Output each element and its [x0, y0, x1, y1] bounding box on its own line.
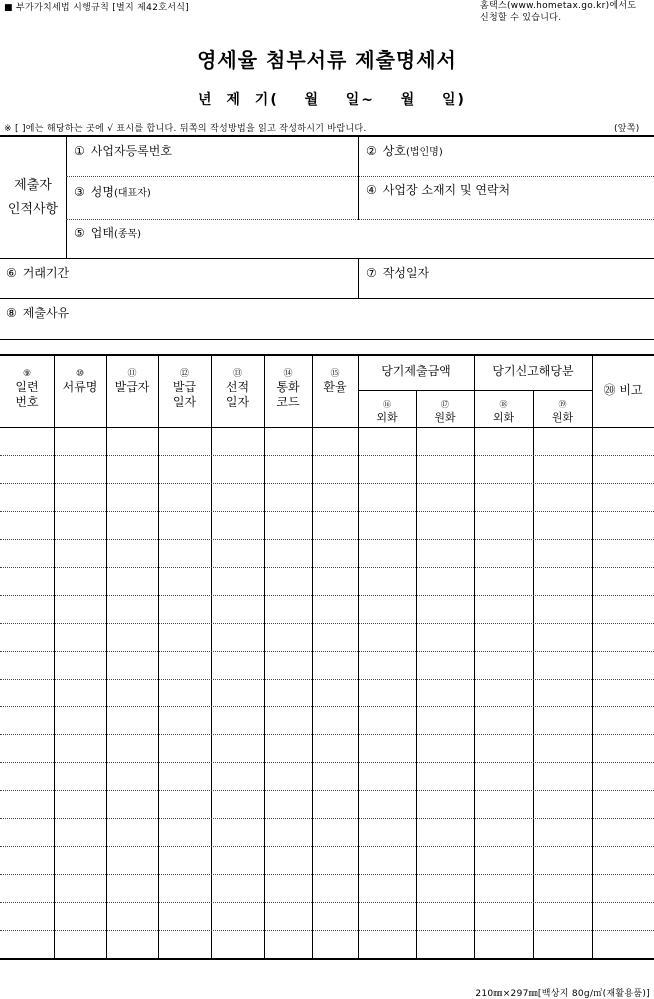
col-number: ⑳ — [603, 383, 616, 397]
submitter-section-label — [0, 174, 66, 222]
table-subcolumn-line — [533, 391, 534, 958]
table-column-line — [106, 356, 107, 958]
table-row[interactable] — [0, 679, 654, 680]
col-label-line1: 발급 — [172, 380, 197, 394]
col-number: ⑪ — [127, 369, 137, 379]
business-name-field[interactable] — [366, 142, 443, 159]
table-row[interactable] — [0, 623, 654, 624]
section-top-border — [0, 135, 654, 137]
field-label: 작성일자 — [382, 266, 430, 280]
field-number: ⑦ — [366, 266, 377, 280]
col-label-line1: 환율 — [323, 380, 347, 394]
business-type-field[interactable] — [74, 224, 141, 241]
table-subcolumn-line — [416, 391, 417, 958]
table-row[interactable] — [0, 567, 654, 568]
col-label-line2: 일자 — [225, 395, 250, 409]
col-krw-declared — [533, 398, 592, 424]
period-bottom-border — [0, 298, 654, 299]
table-row[interactable] — [0, 455, 654, 456]
col-currency-code — [264, 368, 312, 410]
col-issuer — [106, 368, 158, 395]
representative-name-field[interactable] — [74, 183, 151, 200]
col-number: ⑨ — [22, 369, 32, 379]
table-row[interactable] — [0, 734, 654, 735]
table-row[interactable] — [0, 651, 654, 652]
group-current-declared-portion — [474, 364, 592, 379]
table-column-line — [264, 356, 265, 958]
table-row[interactable] — [0, 818, 654, 819]
table-column-line — [54, 356, 55, 958]
field-sublabel: (대표자) — [113, 188, 151, 199]
table-row[interactable] — [0, 846, 654, 847]
form-title: 영세율 첨부서류 제출명세서 — [197, 48, 457, 72]
col-issue-date — [158, 368, 211, 410]
col-label-line2: 번호 — [15, 395, 39, 409]
col-label-line1: 일련 — [15, 380, 39, 394]
table-row[interactable] — [0, 595, 654, 596]
period-date-divider — [358, 259, 359, 298]
table-row[interactable] — [0, 539, 654, 540]
table-header-bottom — [0, 427, 654, 428]
col-remarks — [592, 383, 654, 398]
group-current-submitted-amount — [358, 364, 474, 379]
submitter-row-divider — [66, 219, 654, 220]
transaction-period-field[interactable] — [6, 264, 69, 281]
group-header-divider — [358, 390, 592, 391]
col-number: ⑮ — [330, 369, 340, 379]
col-shipment-date — [211, 368, 264, 410]
field-number: ① — [74, 144, 85, 158]
col-exchange-rate — [312, 368, 358, 395]
field-number: ③ — [74, 185, 85, 199]
table-row[interactable] — [0, 706, 654, 707]
col-number: ⑬ — [232, 369, 242, 379]
col-label-line1: 선적 — [225, 380, 250, 394]
col-label-line1: 원화 — [434, 411, 456, 424]
col-label-line1: 외화 — [492, 411, 515, 424]
section-label-line1: 제출자 — [14, 178, 52, 193]
hometax-note — [480, 0, 636, 24]
col-number: ⑩ — [75, 369, 85, 379]
col-label-line1: 비고 — [619, 383, 643, 397]
col-label-line2: 코드 — [276, 395, 300, 409]
reason-bottom-border — [0, 339, 654, 340]
table-column-line — [312, 356, 313, 958]
col-label-line1: 서류명 — [62, 380, 98, 394]
hometax-note-line2: 신청할 수 있습니다. — [480, 13, 562, 23]
col-label-line2: 일자 — [172, 395, 197, 409]
table-row[interactable] — [0, 762, 654, 763]
reporting-period: 년 제 기( 월 일~ 월 일) — [198, 92, 466, 108]
col-number: ⑫ — [179, 369, 189, 379]
col-number: ⑱ — [499, 400, 508, 409]
field-number: ④ — [366, 183, 377, 197]
table-top-border — [0, 354, 654, 356]
col-label-line1: 원화 — [551, 411, 574, 424]
col-number: ⑲ — [558, 400, 567, 409]
field-label: 상호 — [382, 144, 406, 158]
business-address-contact-field[interactable] — [366, 181, 510, 198]
field-sublabel: (종목) — [113, 229, 142, 240]
table-row[interactable] — [0, 902, 654, 903]
table-row[interactable] — [0, 930, 654, 931]
col-foreign-currency-declared — [474, 398, 533, 424]
table-column-line — [158, 356, 159, 958]
col-number: ⑭ — [283, 369, 293, 379]
field-sublabel: (법인명) — [405, 147, 443, 158]
submitter-row-divider — [66, 176, 654, 177]
submitter-bottom-border — [0, 258, 654, 259]
col-label-line1: 발급자 — [114, 380, 150, 394]
table-row[interactable] — [0, 874, 654, 875]
field-label: 사업자등록번호 — [90, 144, 172, 158]
field-label: 성명 — [90, 185, 114, 199]
col-document-name — [54, 368, 106, 395]
section-label-line2: 인적사항 — [7, 202, 59, 217]
field-number: ② — [366, 144, 377, 158]
group-label: 당기신고해당분 — [492, 364, 574, 378]
table-column-line — [474, 356, 475, 958]
col-serial-number — [0, 368, 54, 410]
field-number: ⑧ — [6, 306, 17, 320]
col-number: ⑰ — [441, 400, 449, 409]
table-row[interactable] — [0, 511, 654, 512]
table-bottom-border — [0, 958, 654, 960]
table-column-line — [211, 356, 212, 958]
field-label: 거래기간 — [22, 266, 70, 280]
table-row[interactable] — [0, 790, 654, 791]
table-column-line — [358, 356, 359, 958]
col-krw-submitted — [416, 398, 474, 424]
form-reference: ■ 부가가치세법 시행규칙 [별지 제42호서식] — [4, 3, 190, 13]
paper-spec-footer: 210㎜×297㎜[백상지 80g/㎡(재활용품)] — [475, 989, 650, 999]
submitter-column-divider — [358, 136, 359, 220]
field-label: 사업장 소재지 및 연락처 — [382, 183, 511, 197]
page-side-label: (앞쪽) — [614, 124, 640, 134]
col-label-line1: 통화 — [276, 380, 300, 394]
creation-date-field[interactable] — [366, 264, 429, 281]
field-label: 제출사유 — [22, 306, 70, 320]
section-label-divider — [66, 136, 67, 258]
field-number: ⑥ — [6, 266, 17, 280]
col-number: ⑯ — [383, 400, 391, 409]
col-foreign-currency-submitted — [358, 398, 416, 424]
table-column-line — [592, 356, 593, 958]
field-label: 업태 — [90, 226, 114, 240]
table-row[interactable] — [0, 483, 654, 484]
submission-reason-field[interactable] — [6, 304, 69, 321]
instruction-notice: ※ [ ]에는 해당하는 곳에 √ 표시를 합니다. 뒤쪽의 작성방법을 읽고 작성하시기 바랍니다. — [4, 124, 367, 134]
col-label-line1: 외화 — [376, 411, 398, 424]
business-registration-number-field[interactable] — [74, 142, 172, 159]
hometax-note-line1: 홈택스(www.hometax.go.kr)에서도 — [480, 1, 637, 11]
field-number: ⑤ — [74, 226, 85, 240]
group-label: 당기제출금액 — [381, 364, 451, 378]
